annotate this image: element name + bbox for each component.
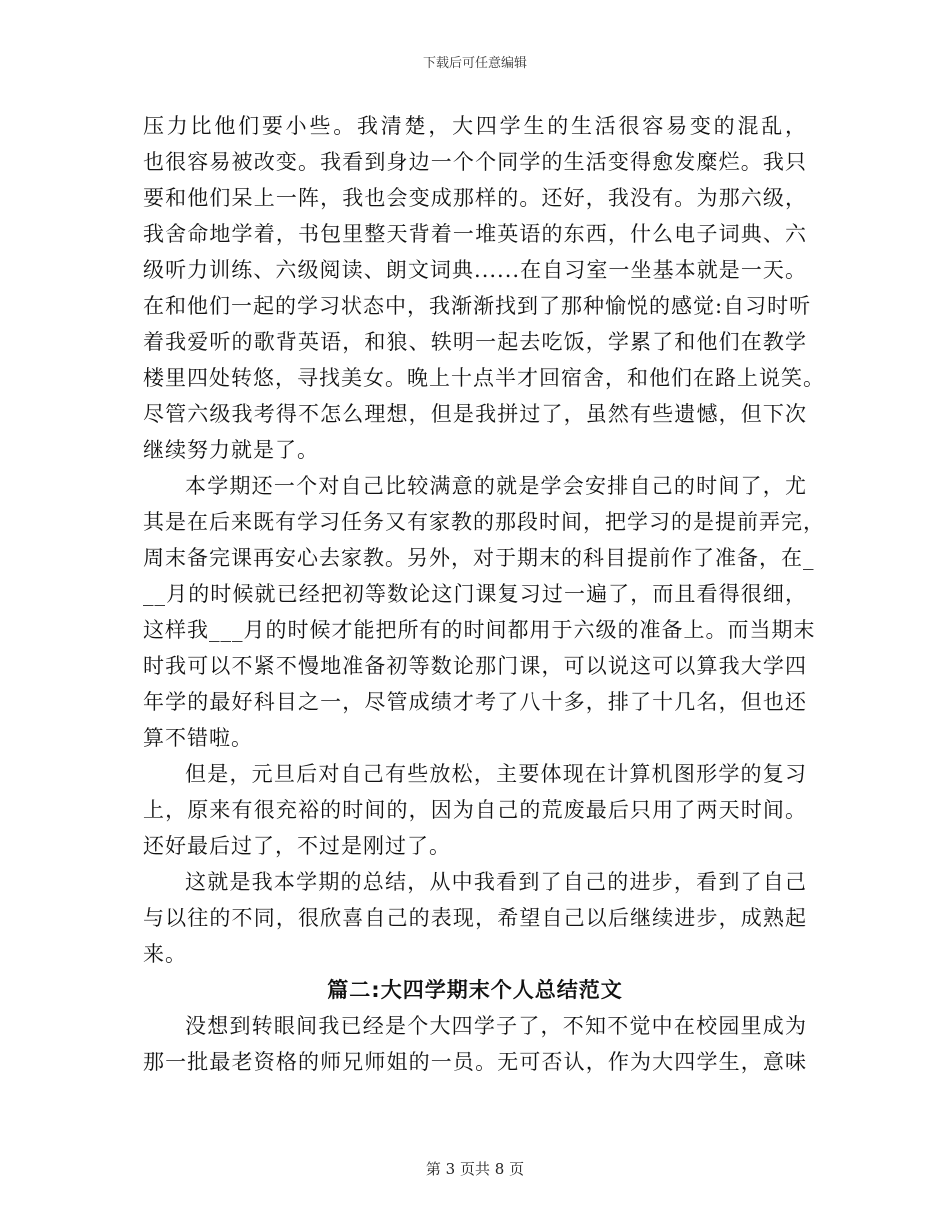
text-line: 年学的最好科目之一，尽管成绩才考了八十多，排了十几名，但也还: [143, 690, 807, 714]
text-line: 与以往的不同，很欣喜自己的表现，希望自己以后继续进步，成熟起: [143, 906, 807, 930]
text-line: 尽管六级我考得不怎么理想，但是我拼过了，虽然有些遗憾，但下次: [143, 402, 807, 426]
paragraph: [143, 864, 807, 972]
text-line: 我舍命地学着，书包里整天背着一堆英语的东西，什么电子词典、六: [143, 222, 807, 246]
page-number-footer: 第 3 页共 8 页: [425, 1160, 525, 1178]
text-line: 这样我___月的时候才能把所有的时间都用于六级的准备上。而当期末: [143, 618, 816, 642]
text-line: 本学期还一个对自己比较满意的就是学会安排自己的时间了，尤: [185, 474, 807, 498]
text-line: 来。: [143, 942, 187, 966]
page-header: 下载后可任意编辑: [422, 56, 527, 71]
text-line: 压力比他们要小些。我清楚，大四学生的生活很容易变的混乱，: [143, 114, 807, 138]
text-line: 还好最后过了，不过是刚过了。: [143, 834, 451, 858]
text-line: 那一批最老资格的师兄师姐的一员。无可否认，作为大四学生，意味: [143, 1050, 807, 1074]
text-line: 时我可以不紧不慢地准备初等数论那门课，可以说这可以算我大学四: [143, 654, 807, 678]
text-line: 级听力训练、六级阅读、朗文词典......在自习室一坐基本就是一天。: [143, 258, 807, 282]
text-line: 没想到转眼间我已经是个大四学子了，不知不觉中在校园里成为: [185, 1014, 807, 1038]
document-body: [143, 108, 825, 1080]
paragraph: [143, 108, 825, 468]
section-heading: 篇二:大四学期末个人总结范文: [327, 978, 623, 1002]
text-line: 要和他们呆上一阵，我也会变成那样的。还好，我没有。为那六级，: [143, 186, 807, 210]
text-line: 其是在后来既有学习任务又有家教的那段时间，把学习的是提前弄完，: [143, 510, 825, 534]
paragraph: [143, 756, 807, 864]
paragraph: [143, 468, 825, 756]
text-line: 上，原来有很充裕的时间的，因为自己的荒废最后只用了两天时间。: [143, 798, 807, 822]
text-line: 继续努力就是了。: [143, 438, 319, 462]
paragraph: [143, 1008, 807, 1080]
text-line: 着我爱听的歌背英语，和狼、轶明一起去吃饭，学累了和他们在教学: [143, 330, 807, 354]
text-line: 但是，元旦后对自己有些放松，主要体现在计算机图形学的复习: [185, 762, 807, 786]
text-line: 在和他们一起的学习状态中，我渐渐找到了那种愉悦的感觉:自习时听: [143, 294, 812, 318]
text-line: 这就是我本学期的总结，从中我看到了自己的进步，看到了自己: [185, 870, 807, 894]
text-line: 楼里四处转悠，寻找美女。晚上十点半才回宿舍，和他们在路上说笑。: [143, 366, 825, 390]
text-line: 算不错啦。: [143, 726, 253, 750]
text-line: 也很容易被改变。我看到身边一个个同学的生活变得愈发糜烂。我只: [143, 150, 807, 174]
text-line: 周末备完课再安心去家教。另外，对于期末的科目提前作了准备，在_: [143, 546, 815, 570]
text-line: __月的时候就已经把初等数论这门课复习过一遍了，而且看得很细，: [143, 582, 807, 606]
